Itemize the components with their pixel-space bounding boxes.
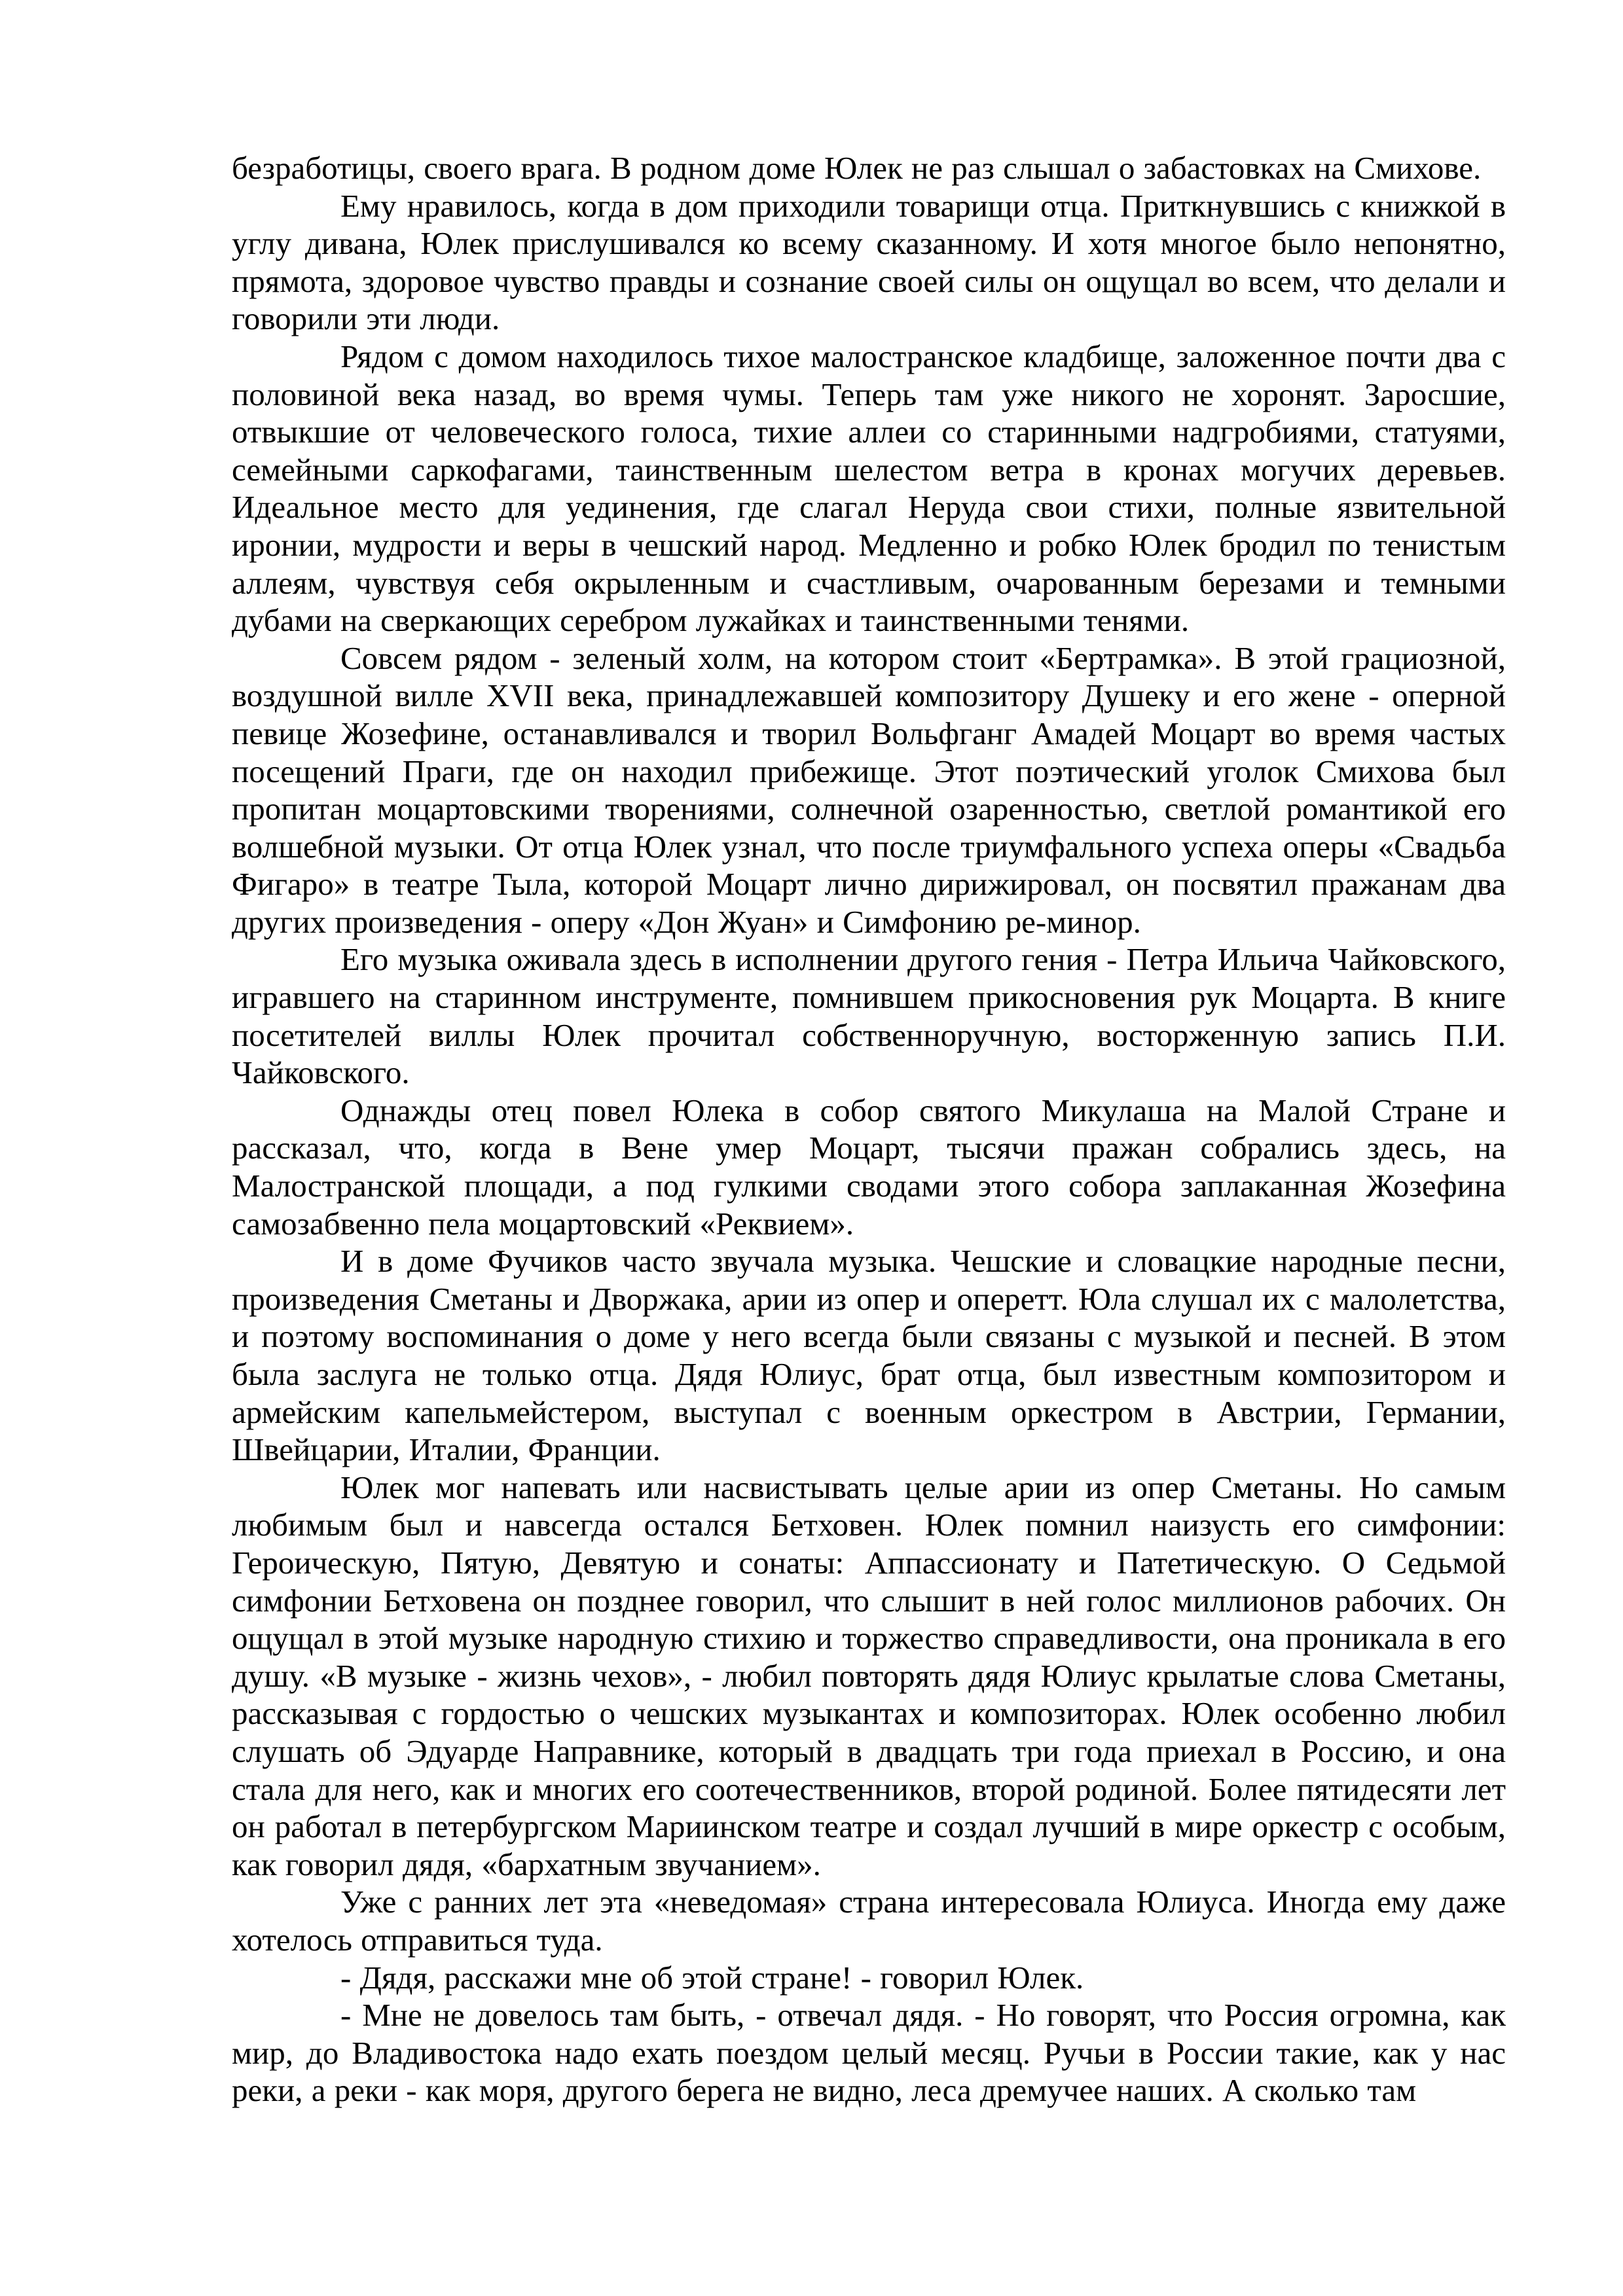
paragraph: Ему нравилось, когда в дом приходили товарищи отца. Приткнувшись с книжкой в углу дивана, Юлек прислушивался ко всему сказанному. И хотя многое было непонятно, прямота, здоровое чувство правды и сознание своей силы он ощущал во всем, что делали и говорили эти люди. [232,187,1506,337]
paragraph: безработицы, своего врага. В родном доме Юлек не раз слышал о забастовках на Смихове. [232,150,1482,186]
paragraph: Юлек мог напевать или насвистывать целые арии из опер Сметаны. Но самым любимым был и навсегда остался Бетховен. Юлек помнил наизусть его симфонии: Героическую, Пятую, Девятую и сонаты: Аппассионату и Патетическую. О Седьмой симфонии Бетховена он позднее говорил, что слышит в ней голос миллионов рабочих. Он ощущал в этой музыке народную стихию и торжество справедливости, она проникала в его душу. «В музыке - жизнь чехов», - любил повторять дядя Юлиус крылатые слова Сметаны, рассказывая с гордостью о чешских музыкантах и композиторах. Юлек особенно любил слушать об Эдуарде Направнике, который в двадцать три года приехал в Россию, и она стала для него, как и многих его соотечественников, второй родиной. Более пятидесяти лет он работал в петербургском Мариинском театре и создал лучший в мире оркестр с особым, как говорил дядя, «бархатным звучанием». [232,1469,1506,1882]
paragraph: - Дядя, расскажи мне об этой стране! - говорил Юлек. [340,1959,1084,1996]
paragraph: Уже с ранних лет эта «неведомая» страна интересовала Юлиуса. Иногда ему даже хотелось отправиться туда. [232,1884,1506,1958]
paragraph: Совсем рядом - зеленый холм, на котором стоит «Бертрамка». В этой грациозной, воздушной вилле XVII века, принадлежавшей композитору Душеку и его жене - оперной певице Жозефине, останавливался и творил Вольфганг Амадей Моцарт во время частых посещений Праги, где он находил прибежище. Этот поэтический уголок Смихова был пропитан моцартовскими творениями, солнечной озаренностью, светлой романтикой его волшебной музыки. От отца Юлек узнал, что после триумфального успеха оперы «Свадьба Фигаро» в театре Тыла, которой Моцарт лично дирижировал, он посвятил пражанам два других произведения - оперу «Дон Жуан» и Симфонию ре-минор. [232,639,1506,940]
paragraph: И в доме Фучиков часто звучала музыка. Чешские и словацкие народные песни, произведения Сметаны и Дворжака, арии из опер и оперетт. Юла слушал их с малолетства, и поэтому воспоминания о доме у него всегда были связаны с музыкой и песней. В этом была заслуга не только отца. Дядя Юлиус, брат отца, был известным композитором и армейским капельмейстером, выступал с военным оркестром в Австрии, Германии, Швейцарии, Италии, Франции. [232,1243,1506,1468]
paragraph: Однажды отец повел Юлека в собор святого Микулаша на Малой Стране и рассказал, что, когда в Вене умер Моцарт, тысячи пражан собрались здесь, на Малостранской площади, а под гулкими сводами этого собора заплаканная Жозефина самозабвенно пела моцартовский «Реквием». [232,1092,1506,1242]
paragraph: Рядом с домом находилось тихое малостранское кладбище, заложенное почти два с половиной века назад, во время чумы. Теперь там уже никого не хоронят. Заросшие, отвыкшие от человеческого голоса, тихие аллеи со старинными надгробиями, статуями, семейными саркофагами, таинственным шелестом ветра в кронах могучих деревьев. Идеальное место для уединения, где слагал Неруда свои стихи, полные язвительной иронии, мудрости и веры в чешский народ. Медленно и робко Юлек бродил по тенистым аллеям, чувствуя себя окрыленным и счастливым, очарованным березами и темными дубами на сверкающих серебром лужайках и таинственными тенями. [232,338,1506,639]
paragraph: - Мне не довелось там быть, - отвечал дядя. - Но говорят, что Россия огромна, как мир, до Владивостока надо ехать поездом целый месяц. Ручьи в России такие, как у нас реки, а реки - как моря, другого берега не видно, леса дремучее наших. А сколько там [232,1997,1506,2109]
paragraph: Его музыка оживала здесь в исполнении другого гения - Петра Ильича Чайковского, игравшего на старинном инструменте, помнившем прикосновения рук Моцарта. В книге посетителей виллы Юлек прочитал собственноручную, восторженную запись П.И. Чайковского. [232,941,1506,1091]
text-block [232,149,1506,2109]
